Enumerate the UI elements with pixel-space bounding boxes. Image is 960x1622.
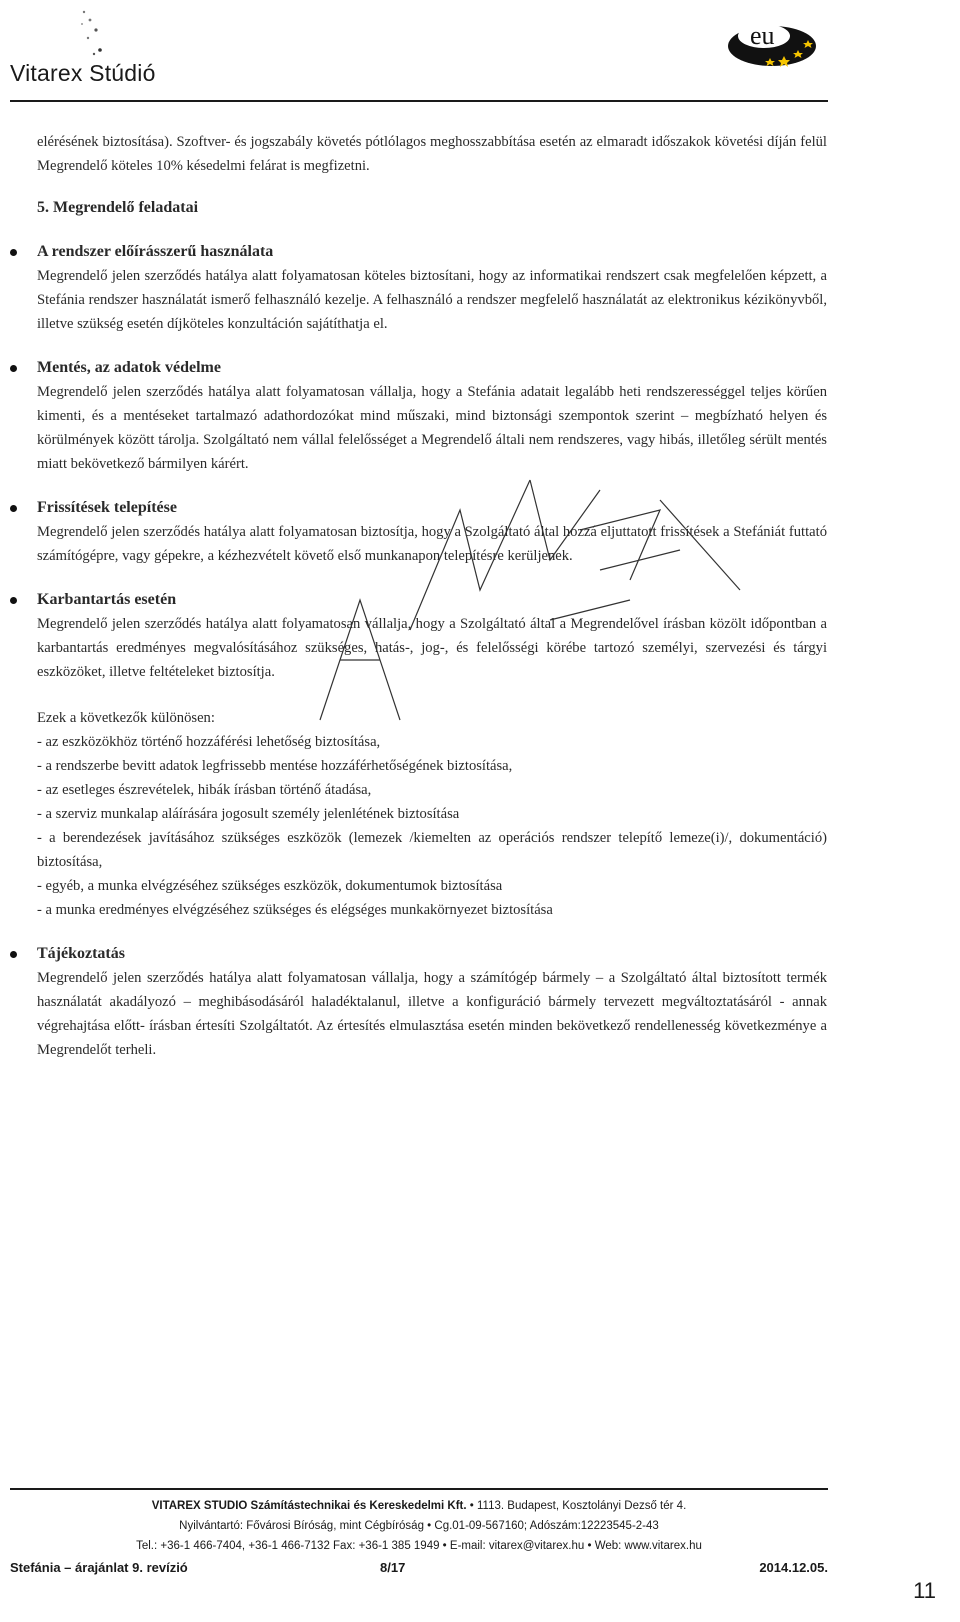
bullet-dot xyxy=(10,249,17,256)
bullet-text: Megrendelő jelen szerződés hatálya alatt folyamatosan vállalja, hogy a számítógép bármely – a Szolgáltató által biztosított termék használatát akadályozó – meghibásodásáról haladéktalanul, illetve a konfiguráció bármely tervezett megváltoztatásáról - annak végrehajtása előtt- írásban értesíti Szolgáltatót. Az értesítés elmulasztása esetén minden bekövetkező rendellenesség következménye a Megrendelőt terheli. xyxy=(37,970,827,1058)
company-name: VITAREX STUDIO Számítástechnikai és Kereskedelmi Kft. xyxy=(151,1500,467,1512)
section-title: 5. Megrendelő feladatai xyxy=(37,199,199,216)
company-registry: Nyilvántartó: Fővárosi Bíróság, mint Cégbíróság • Cg.01-09-567160; Adószám:12223545-2-43 xyxy=(179,1520,659,1532)
page-number: 8/17 xyxy=(380,1560,406,1575)
bullet-dot xyxy=(10,951,17,958)
bullet-item xyxy=(37,240,827,336)
document-body xyxy=(37,130,827,1062)
company-contact: Tel.: +36-1 466-7404, +36-1 466-7132 Fax: +36-1 385 1949 • E-mail: vitarex@vitarex.hu • Web: www.vitarex.hu xyxy=(136,1540,702,1552)
bullet-dot xyxy=(10,505,17,512)
list-item: - az eszközökhöz történő hozzáférési lehetőség biztosítása, xyxy=(37,734,381,750)
requirements-list xyxy=(37,730,827,922)
bullet-text: Megrendelő jelen szerződés hatálya alatt folyamatosan köteles biztosítani, hogy az informatikai rendszert csak megfelelően képzett, a Stefánia rendszer használatát ismerő felhasználó kezelje. A felhasználó a rendszer megfelelő használatát az elektronikus kézikönyvből, illetve szükség esetén díjköteles konzultáción sajátíthatja el. xyxy=(37,268,827,332)
bullet-item xyxy=(37,942,827,1062)
header-rule xyxy=(10,100,828,102)
bullet-item xyxy=(37,588,827,684)
list-item: - a rendszerbe bevitt adatok legfrissebb mentése hozzáférhetőségének biztosítása, xyxy=(37,758,513,774)
document-date: 2014.12.05. xyxy=(759,1560,828,1575)
list-item: - egyéb, a munka elvégzéséhez szükséges eszközök, dokumentumok biztosítása xyxy=(37,878,503,894)
document-title: Stefánia – árajánlat 9. revízió xyxy=(10,1560,188,1575)
bullet-item xyxy=(37,356,827,476)
header-decoration xyxy=(70,6,120,61)
eu-logo xyxy=(724,12,820,72)
side-page-number: 11 xyxy=(913,1578,936,1603)
list-item: - a munka eredményes elvégzéséhez szükséges és elégséges munkakörnyezet biztosítása xyxy=(37,902,553,918)
company-address: • 1113. Budapest, Kosztolányi Dezső tér 4. xyxy=(466,1500,687,1512)
bullet-dot xyxy=(10,365,17,372)
list-item: - az esetleges észrevételek, hibák írásban történő átadása, xyxy=(37,782,372,798)
bullet-title: Mentés, az adatok védelme xyxy=(37,359,221,376)
bullet-text: Megrendelő jelen szerződés hatálya alatt folyamatosan vállalja, hogy a Stefánia adatait legalább heti rendszerességgel teljes körűen kimenti, és a mentéseket tartalmazó adathordozókat mind műszaki, mind biztonsági szempontok szerint – megbízható helyen és körülmények között tárolja. Szolgáltató nem vállal felelősséget a Megrendelő általi nem rendszeres, vagy hibás, illetőleg sérült mentés miatt bekövetkező bármilyen kárért. xyxy=(37,384,827,472)
bullet-text: Megrendelő jelen szerződés hatálya alatt folyamatosan biztosítja, hogy a Szolgáltató által hozzá eljuttatott frissítések a Stefániát futtató számítógépre, vagy gépekre, a kézhezvételt követő első munkanapon telepítésre kerüljenek. xyxy=(37,524,827,564)
bullet-dot xyxy=(10,597,17,604)
brand-name: Vitarex Stúdió xyxy=(10,60,156,86)
eu-logo-text: eu xyxy=(750,21,775,50)
intro-paragraph: elérésének biztosítása). Szoftver- és jogszabály követés pótlólagos meghosszabbítása esetén az elmaradt időszakok követési díján felül Megrendelő köteles 10% késedelmi felárat is megfizetni. xyxy=(37,134,827,174)
bullet-title: Karbantartás esetén xyxy=(37,591,177,608)
list-item: - a berendezések javításához szükséges eszközök (lemezek /kiemelten az operációs rendszer telepítő lemeze(i)/, dokumentáció) biztosítása, xyxy=(37,830,827,870)
bullet-title: A rendszer előírásszerű használata xyxy=(37,243,274,260)
bullet-title: Frissítések telepítése xyxy=(37,499,177,516)
list-intro: Ezek a következők különösen: xyxy=(37,710,215,726)
footer-meta xyxy=(10,1560,828,1580)
bullet-item xyxy=(37,496,827,568)
footer-rule xyxy=(10,1488,828,1490)
bullet-text: Megrendelő jelen szerződés hatálya alatt folyamatosan vállalja, hogy a Szolgáltató által a Megrendelővel írásban közölt időpontban a karbantartás eredményes megvalósításához szükséges, hatás-, jog-, és felelősségi körébe tartozó személyi, szervezési és tárgyi eszközöket, illetve feltételeket biztosítja. xyxy=(37,616,827,680)
bullet-title: Tájékoztatás xyxy=(37,945,125,962)
footer-company-info xyxy=(10,1496,828,1556)
list-item: - a szerviz munkalap aláírására jogosult személy jelenlétének biztosítása xyxy=(37,806,460,822)
